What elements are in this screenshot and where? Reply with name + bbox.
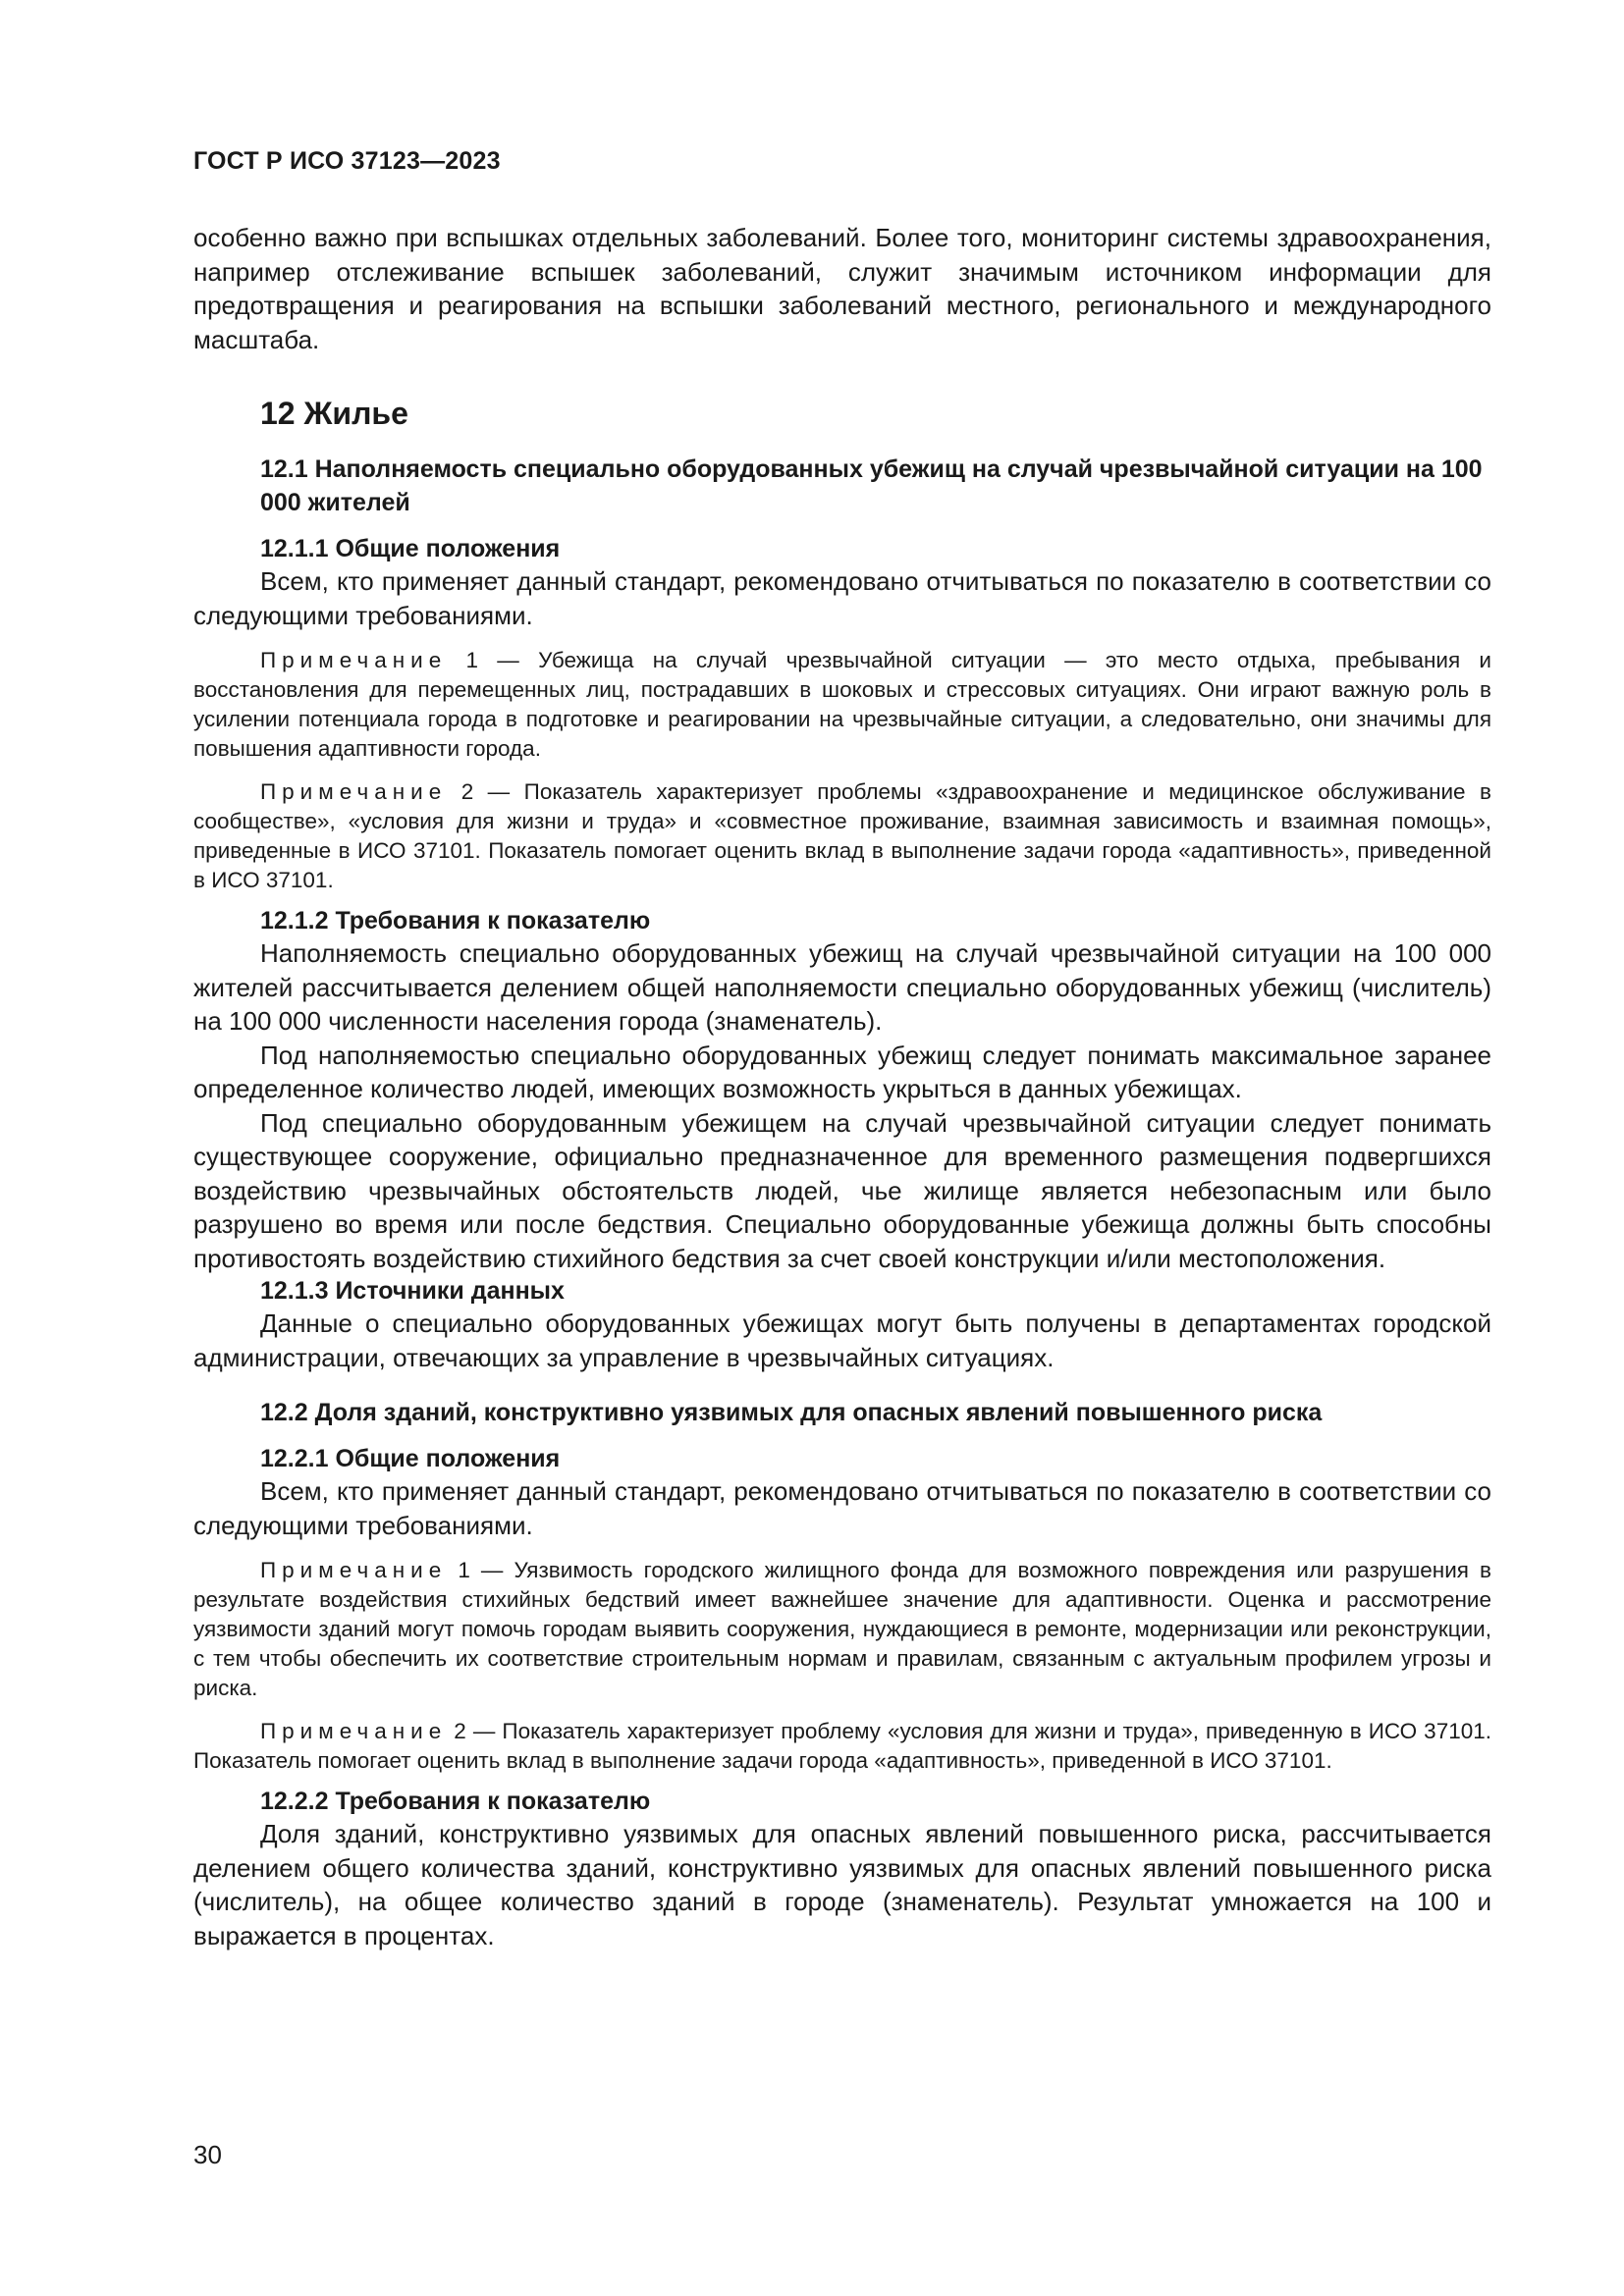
note-text: 2 — Показатель характеризует проблемы «здравоохранение и медицинское обслуживание в сообществе», «условия для жизни и труда» и «совместное проживание, взаимная зависимость и взаимная помощь», приведенные в ИСО 37101. Показатель помогает оценить вклад в выполнение задачи города «адаптивность», приведенной в ИСО 37101. (193, 779, 1491, 892)
note-label: Примечание (260, 779, 448, 804)
page-number: 30 (193, 2140, 222, 2169)
note-text: 2 — Показатель характеризует проблему «условия для жизни и труда», приведенную в ИСО 37101. Показатель помогает оценить вклад в выполнение задачи города «адаптивность», приведенной в ИСО 37101. (193, 1719, 1491, 1773)
note-text: 1 — Уязвимость городского жилищного фонда для возможного повреждения или разрушения в результате воздействия стихийных бедствий имеет важнейшее значение для адаптивности. Оценка и рассмотрение уязвимости зданий могут помочь городам выявить сооружения, нуждающиеся в ремонте, модернизации или реконструкции, с тем чтобы обеспечить их соответствие строительным нормам и правилам, связанным с актуальным профилем угрозы и риска. (193, 1558, 1491, 1700)
section-12-2-1-title: 12.2.1 Общие положения (260, 1445, 561, 1472)
document-code-header: ГОСТ Р ИСО 37123—2023 (193, 147, 501, 175)
note-12-2-1-2 (193, 1717, 1491, 1776)
section-12-1-2-p1: Наполняемость специально оборудованных убежищ на случай чрезвычайной ситуации на 100 000 жителей рассчитывается делением общей наполняемости специально оборудованных убежищ (числитель) на 100 000 численности населения города (знаменатель). (193, 938, 1491, 1036)
page-content (193, 221, 1491, 1952)
section-12-1-1-text: Всем, кто применяет данный стандарт, рекомендовано отчитываться по показателю в соответствии со следующими требованиями. (193, 566, 1491, 630)
note-label: Примечание (260, 1558, 448, 1582)
note-text: 1 — Убежища на случай чрезвычайной ситуации — это место отдыха, пребывания и восстановления для перемещенных лиц, пострадавших в шоковых и стрессовых ситуациях. Они играют важную роль в усилении потенциала города в подготовке и реагировании на чрезвычайные ситуации, а следовательно, они значимы для повышения адаптивности города. (193, 648, 1491, 761)
section-12-1-3-title: 12.1.3 Источники данных (260, 1277, 565, 1305)
note-12-1-1-2 (193, 777, 1491, 895)
section-12-2-1-text: Всем, кто применяет данный стандарт, рекомендовано отчитываться по показателю в соответствии со следующими требованиями. (193, 1476, 1491, 1540)
note-label: Примечание (260, 1719, 448, 1743)
intro-paragraph: особенно важно при вспышках отдельных заболеваний. Более того, мониторинг системы здравоохранения, например отслеживание вспышек заболеваний, служит значимым источником информации для предотвращения и реагирования на вспышки заболеваний местного, регионального и международного масштаба. (193, 223, 1491, 354)
note-label: Примечание (260, 648, 448, 672)
section-12-1-2-title: 12.1.2 Требования к показателю (260, 907, 651, 934)
note-12-1-1-1 (193, 646, 1491, 764)
section-12-1-1-title: 12.1.1 Общие положения (260, 535, 561, 562)
section-12-1-title: 12.1 Наполняемость специально оборудованных убежищ на случай чрезвычайной ситуации на 100 000 жителей (260, 455, 1483, 516)
section-12-1-2-p3: Под специально оборудованным убежищем на случай чрезвычайной ситуации следует понимать существующее сооружение, официально предназначенное для временного размещения подвергшихся воздействию чрезвычайных обстоятельств людей, чье жилище является небезопасным или было разрушено во время или после бедствия. Специально оборудованные убежища должны быть способны противостоять воздействию стихийного бедствия за счет своей конструкции и/или местоположения. (193, 1107, 1491, 1273)
section-12-1-2-p2: Под наполняемостью специально оборудованных убежищ следует понимать максимальное заранее определенное количество людей, имеющих возможность укрыться в данных убежищах. (193, 1040, 1491, 1103)
section-12-title: 12 Жилье (260, 396, 408, 431)
section-12-2-2-title: 12.2.2 Требования к показателю (260, 1788, 651, 1815)
section-12-2-title: 12.2 Доля зданий, конструктивно уязвимых для опасных явлений повышенного риска (260, 1399, 1323, 1426)
section-12-2-2-text: Доля зданий, конструктивно уязвимых для опасных явлений повышенного риска, рассчитывается делением общего количества зданий, конструктивно уязвимых для опасных явлений повышенного риска (числитель), на общее количество зданий в городе (знаменатель). Результат умножается на 100 и выражается в процентах. (193, 1819, 1491, 1950)
section-12-1-3-text: Данные о специально оборудованных убежищах могут быть получены в департаментах городской администрации, отвечающих за управление в чрезвычайных ситуациях. (193, 1308, 1491, 1372)
note-12-2-1-1 (193, 1556, 1491, 1703)
